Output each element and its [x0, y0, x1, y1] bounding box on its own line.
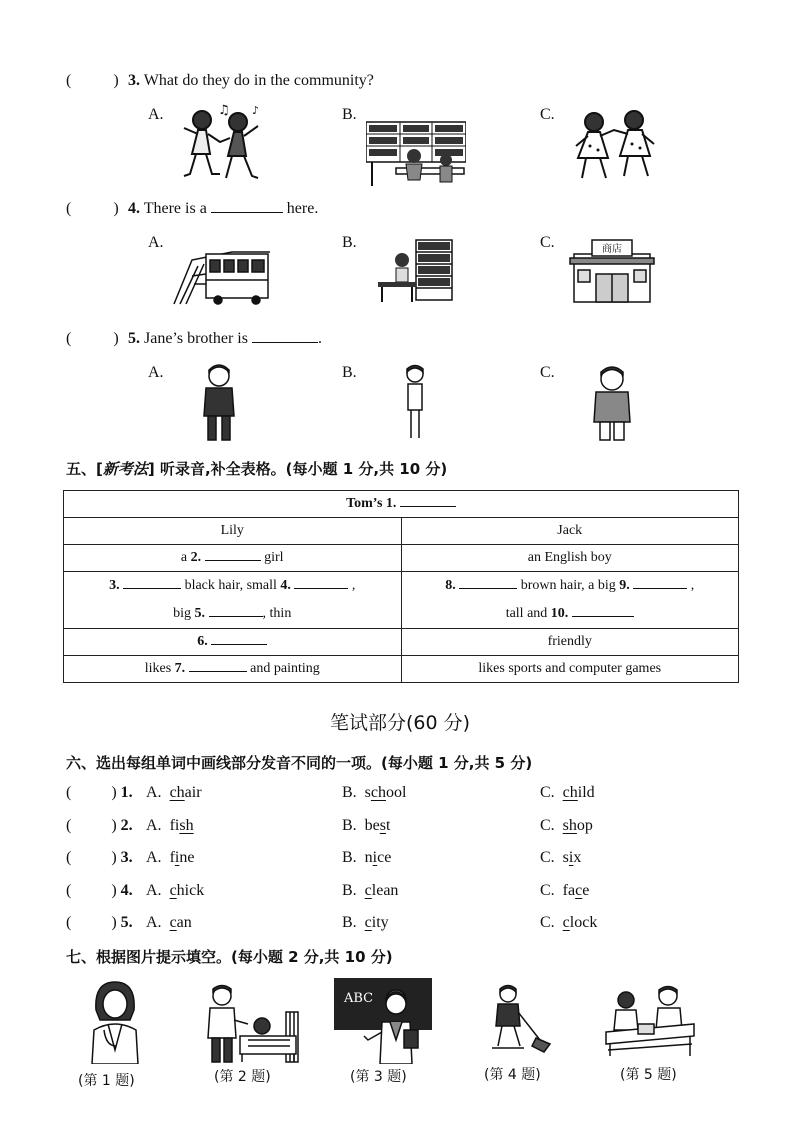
word-option-b[interactable]: B. clean — [342, 882, 399, 899]
blank-10[interactable] — [572, 616, 634, 617]
underlined-letters: c — [364, 914, 372, 931]
underlined-letters: i — [372, 849, 378, 866]
option-a-label: A. — [148, 106, 164, 123]
blank-3[interactable] — [123, 588, 181, 589]
cell-jack-likes: likes sports and computer games — [401, 656, 739, 683]
word-option-b[interactable]: B. city — [342, 914, 389, 931]
bookshelf-girl-icon — [376, 238, 456, 304]
svg-text:♫: ♫ — [218, 103, 230, 118]
blank-9[interactable] — [633, 588, 687, 589]
option-a-label: A. — [148, 234, 164, 251]
underlined-letters: c — [169, 882, 177, 899]
question-5: ( ) 5. Jane’s brother is . — [66, 330, 322, 347]
underlined-letters: ch — [370, 784, 387, 801]
pronunciation-question: ( ) 5. — [66, 914, 133, 931]
underlined-letters: s — [379, 817, 387, 834]
written-part-title: 笔试部分(60 分) — [329, 712, 471, 734]
word-option-a[interactable]: A. can — [146, 914, 192, 931]
word-option-b[interactable]: B. school — [342, 784, 407, 801]
bus-station-icon — [172, 246, 272, 306]
option-b-label: B. — [342, 106, 357, 123]
underlined-letters: c — [364, 882, 372, 899]
word-option-b[interactable]: B. nice — [342, 849, 392, 866]
section-5-title: 五、[新考法] 听录音,补全表格。(每小题 1 分,共 10 分) — [66, 460, 448, 478]
blank-7[interactable] — [189, 671, 247, 672]
table-header: Tom’s 1. — [64, 491, 739, 518]
pronunciation-question: ( ) 2. — [66, 817, 133, 834]
people-dancing-icon — [178, 102, 266, 186]
col-lily: Lily — [64, 518, 402, 545]
boy-sweeping-icon — [484, 984, 554, 1054]
question-3: ( ) 3. What do they do in the community? — [66, 72, 374, 89]
underlined-letters: i — [174, 849, 180, 866]
word-option-a[interactable]: A. chick — [146, 882, 205, 899]
cell-jack-looks: 8. brown hair, a big 9. , tall and 10. — [401, 572, 739, 629]
word-option-a[interactable]: A. chair — [146, 784, 202, 801]
underlined-letters: i — [568, 849, 574, 866]
underlined-letters: c — [575, 882, 583, 899]
boy-fat-icon — [592, 366, 632, 442]
pronunciation-question: ( ) 1. — [66, 784, 133, 801]
question-4: ( ) 4. There is a here. — [66, 200, 319, 217]
teacher-blackboard-icon — [334, 978, 432, 1064]
word-option-c[interactable]: C. shop — [540, 817, 593, 834]
section-7-title: 七、根据图片提示填空。(每小题 2 分,共 10 分) — [66, 948, 393, 966]
cell-lily-looks: 3. black hair, small 4. , big 5. , thin — [64, 572, 402, 629]
word-option-c[interactable]: C. six — [540, 849, 582, 866]
option-a-label: A. — [148, 364, 164, 381]
doctor-patient-bed-icon — [204, 984, 300, 1064]
shop-building-icon — [568, 238, 656, 306]
caption-1: (第 1 题) — [78, 1073, 135, 1089]
blank-1[interactable] — [400, 506, 456, 507]
underlined-letters: sh — [179, 817, 194, 834]
word-option-c[interactable]: C. face — [540, 882, 590, 899]
pronunciation-question: ( ) 4. — [66, 882, 133, 899]
underlined-letters: c — [169, 914, 177, 931]
cell-jack-type: an English boy — [401, 545, 739, 572]
pronunciation-question: ( ) 3. — [66, 849, 133, 866]
word-option-b[interactable]: B. best — [342, 817, 391, 834]
answer-blank[interactable] — [252, 342, 318, 343]
caption-5: (第 5 题) — [620, 1067, 677, 1083]
option-c-label: C. — [540, 364, 555, 381]
caption-4: (第 4 题) — [484, 1067, 541, 1083]
shop-sign-text: 商店 — [602, 244, 622, 255]
cell-lily-likes: likes 7. and painting — [64, 656, 402, 683]
option-c-label: C. — [540, 234, 555, 251]
svg-text:♪: ♪ — [252, 104, 260, 117]
word-option-a[interactable]: A. fine — [146, 849, 195, 866]
info-table — [63, 490, 739, 683]
col-jack: Jack — [401, 518, 739, 545]
woman-doctor-icon — [86, 980, 144, 1064]
underlined-letters: sh — [562, 817, 577, 834]
section-6-title: 六、选出每组单词中画线部分发音不同的一项。(每小题 1 分,共 5 分) — [66, 754, 533, 772]
cell-jack-trait: friendly — [401, 629, 739, 656]
blank-2[interactable] — [205, 560, 261, 561]
library-reading-icon — [366, 120, 466, 186]
option-c-label: C. — [540, 106, 555, 123]
cell-lily-type: a 2. girl — [64, 545, 402, 572]
students-desk-icon — [604, 984, 696, 1058]
blank-8[interactable] — [459, 588, 517, 589]
underlined-letters: c — [562, 914, 570, 931]
word-option-a[interactable]: A. fish — [146, 817, 194, 834]
cell-lily-trait: 6. — [64, 629, 402, 656]
option-b-label: B. — [342, 364, 357, 381]
blank-6[interactable] — [211, 644, 267, 645]
underlined-letters: ch — [562, 784, 578, 801]
caption-2: (第 2 题) — [214, 1069, 271, 1085]
word-option-c[interactable]: C. clock — [540, 914, 598, 931]
answer-blank[interactable] — [211, 212, 283, 213]
girls-dancing-icon — [570, 106, 660, 184]
word-option-c[interactable]: C. child — [540, 784, 595, 801]
option-b-label: B. — [342, 234, 357, 251]
board-text: ABC — [344, 991, 374, 1006]
underlined-letters: ch — [169, 784, 185, 801]
blank-4[interactable] — [294, 588, 348, 589]
boy-thin-icon — [402, 364, 428, 444]
caption-3: (第 3 题) — [350, 1069, 407, 1085]
blank-5[interactable] — [209, 616, 263, 617]
boy-medium-icon — [198, 364, 240, 444]
